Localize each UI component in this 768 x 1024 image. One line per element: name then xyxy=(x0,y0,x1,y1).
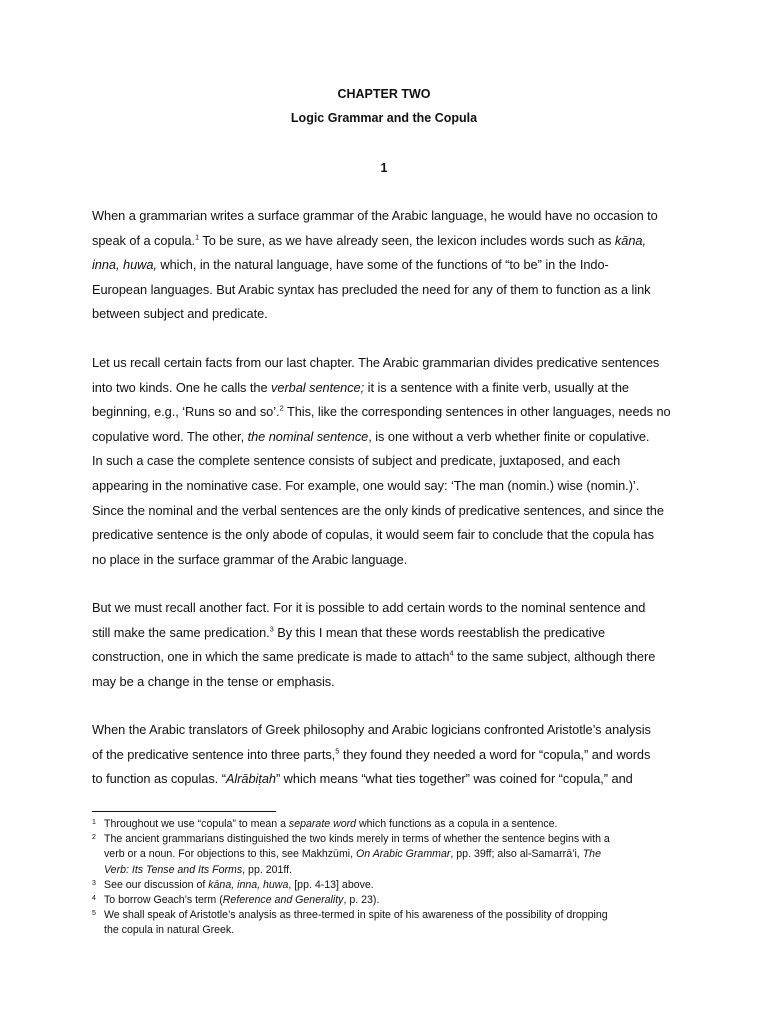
section-number: 1 xyxy=(380,161,388,175)
footnote-line xyxy=(104,893,690,908)
text-run: When a grammarian writes a surface grammar of the Arabic language, he would have no occasion to xyxy=(92,208,658,223)
italic-text: On Arabic Grammar xyxy=(356,848,451,861)
text-line xyxy=(92,278,684,303)
footnote xyxy=(92,893,690,908)
text-run: , p. 23). xyxy=(343,894,380,907)
text-run: appearing in the nominative case. For example, one would say: ‘The man (nomin.) wise (nomin.)’. xyxy=(92,477,640,493)
text-run: to the same subject, although there xyxy=(453,649,656,665)
text-run: See our discussion of xyxy=(104,878,209,891)
footnote-line xyxy=(104,832,690,847)
text-run: Since the nominal and the verbal sentences are the only kinds of predicative sentences, and since the xyxy=(92,502,664,518)
text-run: European languages. But Arabic syntax has precluded the need for any of them to function as a link xyxy=(92,281,651,297)
text-run: between subject and predicate. xyxy=(92,306,268,322)
footnote xyxy=(92,878,690,893)
text-run: of the predicative sentence into three parts, xyxy=(92,746,336,762)
footnote-line xyxy=(104,908,690,923)
text-run: We shall speak of Aristotle’s analysis as three-termed in spite of his awareness of the possibility of dropping xyxy=(104,909,608,922)
text-run: To be sure, as we have already seen, the lexicon includes words such as xyxy=(199,232,615,248)
text-run: construction, one in which the same predicate is made to attach xyxy=(92,649,450,665)
chapter-heading: CHAPTER TWO xyxy=(337,87,431,101)
footnote-line xyxy=(104,878,690,893)
footnote-number: 5 xyxy=(92,910,96,918)
text-line xyxy=(92,449,684,474)
footnote xyxy=(92,817,690,832)
text-run: Let us recall certain facts from our last chapter. The Arabic grammarian divides predicative sentences xyxy=(92,355,660,370)
text-run: , pp. 39ff; also al-Samarrā’i, xyxy=(450,848,583,861)
text-run: no place in the surface grammar of the Arabic language. xyxy=(92,551,408,567)
text-run: still make the same predication. xyxy=(92,624,270,640)
footnote-reference: 4 xyxy=(449,648,454,658)
footnote xyxy=(92,832,690,878)
text-run: To borrow Geach’s term ( xyxy=(104,894,223,907)
text-line xyxy=(92,253,684,278)
footnote-line xyxy=(104,817,690,832)
footnote-separator xyxy=(92,811,276,812)
italic-text: Verb: Its Tense and Its Forms xyxy=(104,863,243,876)
text-run: they found they needed a word for “copula,” and words xyxy=(339,746,651,762)
text-run: Throughout we use “copula” to mean a xyxy=(104,818,289,830)
text-run: to function as copulas. “ xyxy=(92,771,226,787)
italic-text: Reference and Generality xyxy=(222,894,344,907)
text-run: The ancient grammarians distinguished the two kinds merely in terms of whether the sentence begins with a xyxy=(104,833,610,846)
text-run: which functions as a copula in a sentence. xyxy=(356,818,558,830)
footnote-number: 1 xyxy=(92,819,96,826)
italic-text: The xyxy=(582,848,601,861)
paragraph xyxy=(92,204,684,327)
text-line xyxy=(92,474,684,499)
text-line xyxy=(92,548,684,573)
footnote-reference: 2 xyxy=(279,403,284,413)
text-run: it is a sentence with a finite verb, usually at the xyxy=(364,379,629,395)
text-run: beginning, e.g., ‘Runs so and so’. xyxy=(92,404,280,420)
text-run: speak of a copula. xyxy=(92,232,195,248)
text-line xyxy=(92,523,684,548)
italic-text: verbal sentence; xyxy=(271,379,365,395)
text-line xyxy=(92,596,684,621)
text-line xyxy=(92,743,684,768)
footnote-reference: 3 xyxy=(269,624,274,634)
text-run: , pp. 201ff. xyxy=(242,863,293,876)
paragraph xyxy=(92,596,684,694)
text-run: By this I mean that these words reestablish the predicative xyxy=(273,624,606,640)
footnote-line xyxy=(104,923,690,938)
paragraph xyxy=(92,351,684,572)
italic-text: Alrābiṭah xyxy=(225,771,276,787)
text-line xyxy=(92,302,684,327)
footnote-number: 2 xyxy=(92,834,96,842)
text-run: In such a case the complete sentence consists of subject and predicate, juxtaposed, and each xyxy=(92,453,621,469)
italic-text: separate word xyxy=(288,818,357,830)
text-line xyxy=(92,351,684,376)
footnotes xyxy=(92,817,690,939)
footnote-reference: 5 xyxy=(335,746,340,756)
italic-text: kāna, inna, huwa xyxy=(208,878,289,891)
text-run: may be a change in the tense or emphasis. xyxy=(92,673,335,689)
text-run: predicative sentence is the only abode of copulas, it would seem fair to conclude that the copula has xyxy=(92,527,654,543)
text-run: which, in the natural language, have some of the functions of “to be” in the Indo- xyxy=(156,257,609,273)
footnote-line xyxy=(104,847,690,862)
text-run: But we must recall another fact. For it is possible to add certain words to the nominal sentence and xyxy=(92,600,646,615)
text-run: copulative word. The other, xyxy=(92,428,248,444)
italic-text: inna, huwa, xyxy=(92,257,157,273)
text-line xyxy=(92,621,684,646)
text-line xyxy=(92,499,684,524)
text-run: verb or a noun. For objections to this, see Makhzūmi, xyxy=(104,848,357,861)
text-line xyxy=(92,376,684,401)
chapter-title: Logic Grammar and the Copula xyxy=(290,111,478,125)
text-line xyxy=(92,718,684,743)
text-run: , is one without a verb whether finite or copulative. xyxy=(368,428,650,444)
text-line xyxy=(92,645,684,670)
footnote-line xyxy=(104,863,690,878)
text-run: , [pp. 4-13] above. xyxy=(288,878,374,891)
text-run: the copula in natural Greek. xyxy=(104,924,235,937)
footnote-number: 4 xyxy=(92,895,96,903)
text-run: When the Arabic translators of Greek philosophy and Arabic logicians confronted Aristotle’s analysis xyxy=(92,722,651,737)
footnote-number: 3 xyxy=(92,879,96,887)
text-line xyxy=(92,400,684,425)
text-run: ” which means “what ties together” was coined for “copula,” and xyxy=(275,771,633,787)
paragraph xyxy=(92,718,684,792)
text-run: into two kinds. One he calls the xyxy=(92,379,272,395)
footnote xyxy=(92,908,690,938)
text-line xyxy=(92,229,684,254)
text-run: This, like the corresponding sentences in other languages, needs no xyxy=(283,404,671,420)
footnote-reference: 1 xyxy=(194,232,200,242)
text-line xyxy=(92,670,684,695)
italic-text: the nominal sentence xyxy=(247,428,369,444)
italic-text: kāna, xyxy=(614,232,646,248)
text-line xyxy=(92,767,684,792)
text-line xyxy=(92,425,684,450)
text-line xyxy=(92,204,684,229)
